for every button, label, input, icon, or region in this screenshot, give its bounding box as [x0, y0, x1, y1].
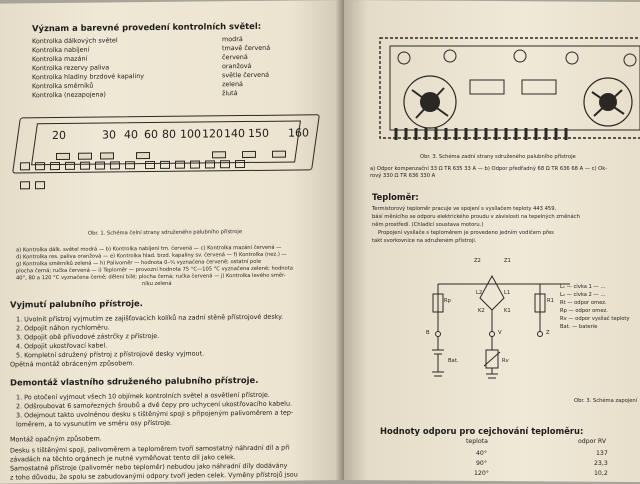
- lamp-name: Kontrolka nabíjení: [32, 45, 90, 55]
- section-title: Vyjmutí palubního přístroje.: [10, 298, 143, 310]
- scale-label: 30: [102, 128, 116, 142]
- section-title: Demontáž vlastního sdruženého palubního přístroje.: [10, 374, 259, 388]
- lamp-color: světle červená: [222, 70, 270, 80]
- scale-label: 40: [124, 128, 138, 142]
- paragraph-line: Montáž opačným způsobem.: [10, 434, 102, 444]
- table-header: teplota: [466, 438, 488, 445]
- figure-legend-line: níku zelená: [142, 280, 172, 288]
- table-cell: 137: [596, 450, 608, 457]
- paragraph-line: z toho důvodu, že spolu se zabudovanými odpory tvoří jeden celek. Vyměny přístrojů jsou: [10, 470, 298, 482]
- rear-panel-diagram: [372, 30, 640, 148]
- figure-legend-line: 40°, 80 a 120 °C vyznačena černě; dělení bílé; plocha černá; ručka červená — j) Kontrolka levého směr-: [16, 272, 286, 282]
- circuit-label: L1: [504, 290, 511, 296]
- step: 1. Uvolnit přístroj vyjmutím ze zajišťovacích kolíků na zadní stěně přístrojové desky.: [16, 312, 284, 324]
- circuit-legend-line: L₂ — cívka 2 — …: [560, 292, 606, 298]
- figure-caption: Obr. 3. Schéma zapojení: [574, 398, 638, 404]
- figure-legend-line: g) Kontrolka směrníků zelená — h) Palivoměr — hodnota 0–¼ vyznačena červeně; ostatní pole: [16, 258, 262, 268]
- circuit-diagram: [420, 254, 580, 384]
- scale-label: 20: [52, 128, 66, 143]
- lamp-name: Kontrolka směrníků: [32, 81, 94, 91]
- circuit-legend-line: Rv — odpor vysílač teploty: [560, 316, 630, 322]
- circuit-label: Z: [546, 330, 550, 336]
- circuit-label: B: [426, 330, 430, 336]
- lamp-section-title: Význam a barevné provedení kontrolních světel:: [32, 20, 262, 34]
- circuit-legend-line: Bat. — baterie: [560, 324, 598, 330]
- step: 2. Odšroubovat 6 samořezných šroubů a dvě čepy pro uchycení ukostřovacího kabelu.: [16, 399, 293, 411]
- step: 3. Odejmout takto uvolněnou desku s tištěnými spoji s připojeným palivoměrem a tep-: [16, 408, 294, 420]
- lamp-name: Kontrolka (nezapojena): [32, 90, 106, 100]
- step: loměrem, a to vysunutím ve směru osy přístroje.: [16, 418, 172, 429]
- figure-legend-line: a) Kontrolka dálk. světel modrá — b) Kontrolka nabíjení tm. červená — c) Kontrolka mazání červená —: [16, 244, 282, 254]
- circuit-label: Rv: [502, 358, 509, 364]
- paragraph-line: Propojení vysílače s teploměrem je provedeno jedním vodičem přes: [378, 230, 554, 236]
- circuit-legend-line: L₁ — cívka 1 — …: [560, 284, 606, 290]
- figure-legend-line: a) Odpor kompenzační 33 Ω TR 635 33 A — b) Odpor předřadný 68 Ω TR 636 68 A — c) Ok-: [370, 166, 608, 172]
- indicator-lamp: [272, 151, 286, 158]
- table-header: odpor RV: [578, 438, 607, 445]
- lamp-name: Kontrolka rezervy paliva: [32, 63, 110, 73]
- paragraph-line: Desku s tištěnými spoji, palivoměrem a teploměrem tvoří samostatný náhradní díl a při: [10, 443, 290, 455]
- circuit-legend-line: Rp — odpor omez.: [560, 308, 608, 314]
- step: 4. Odpojit ukostřovací kabel.: [16, 341, 108, 351]
- paragraph-line: závadách na těchto orgánech je nutné vyměňovat tento díl jako celek.: [10, 453, 236, 464]
- circuit-label: Rp: [444, 298, 451, 304]
- paragraph-line: básí měnícího se odporu elektrického proudu v závislosti na tepelných změnách: [372, 214, 580, 220]
- paragraph-line: něm prostředí. (Chladicí soustava motoru.): [372, 222, 484, 228]
- step: Opětná montáž obráceným způsobem.: [10, 359, 135, 369]
- scale-label: 100: [180, 127, 201, 141]
- circuit-legend-line: Rt — odpor omez.: [560, 300, 607, 306]
- scale-label: 160: [288, 126, 309, 140]
- lamp-name: Kontrolka dálkových světel: [32, 36, 118, 46]
- circuit-label: V: [498, 330, 502, 336]
- table-cell: 40°: [476, 450, 487, 457]
- lamp-color: žlutá: [222, 89, 238, 98]
- step: 5. Kompletní sdružený přístroj z přístrojové desky vyjmout.: [16, 349, 205, 360]
- table-cell: 23,3: [594, 460, 608, 467]
- paragraph-line: Samostatné přístroje (palivoměr nebo teploměr) nebudou jako náhradní díly dodávány: [10, 461, 288, 473]
- table-cell: 120°: [474, 470, 489, 477]
- circuit-label: Z2: [474, 258, 481, 264]
- circuit-label: K1: [504, 308, 511, 314]
- table-title: Hodnoty odporu pro cejchování teploměru:: [380, 426, 584, 436]
- lamp-color: modrá: [222, 35, 243, 44]
- scale-label: 60: [144, 127, 158, 142]
- table-cell: 10,2: [594, 470, 608, 477]
- step: 2. Odpojit náhon rychloměru.: [16, 323, 110, 333]
- scale-label: 80: [162, 127, 176, 141]
- paragraph-line: Termistorový teploměr pracuje ve spojení s vysílačem teploty 443 459,: [372, 206, 557, 212]
- step: 3. Odpojit obě přívodové zástrčky z přístroje.: [16, 331, 160, 342]
- figure-legend-line: rový 330 Ω TR 636 330 A: [370, 173, 436, 179]
- scale-label: 150: [248, 126, 269, 141]
- circuit-label: L2: [476, 290, 483, 296]
- lamp-name: Kontrolka hladiny brzdové kapaliny: [32, 72, 145, 82]
- circuit-label: Z1: [504, 258, 511, 264]
- figure-caption: Obr. 1. Schéma čelní strany sdruženého palubního přístroje: [88, 229, 243, 237]
- lamp-color: zelená: [222, 80, 243, 89]
- circuit-label: R1: [547, 298, 554, 304]
- paragraph-line: takt svorkovnice na sdruženém přístroji.: [372, 238, 477, 244]
- scale-label: 120: [202, 127, 223, 141]
- table-cell: 90°: [476, 460, 487, 467]
- figure-legend-line: d) Kontrolka res. paliva oranžová — e) Kontrolka hlad. brzd. kapaliny sv. červená — f) Kontrolka (nez.) —: [16, 251, 287, 261]
- figure-caption: Obr. 3. Schéma zadní strany sdruženého palubního přístroje: [420, 154, 576, 160]
- lamp-color: oranžová: [222, 61, 252, 71]
- circuit-label: Bat.: [448, 358, 459, 364]
- circuit-label: K2: [478, 308, 485, 314]
- section-title: Teploměr:: [372, 192, 419, 202]
- lamp-name: Kontrolka mazání: [32, 54, 88, 64]
- lamp-color: tmavě červená: [222, 43, 271, 53]
- figure-legend-line: plocha černá; ručka červená — i) Teploměr — provozní hodnota 75 °C—105 °C vyznačena zeleně; hodnota: [16, 265, 293, 275]
- scale-label: 140: [224, 127, 245, 141]
- step: 1. Po otočení vyjmout všech 10 objímek kontrolních světel a osvětlení přístroje.: [16, 390, 270, 402]
- terminal-row: [20, 153, 260, 166]
- lamp-color: červená: [222, 53, 248, 62]
